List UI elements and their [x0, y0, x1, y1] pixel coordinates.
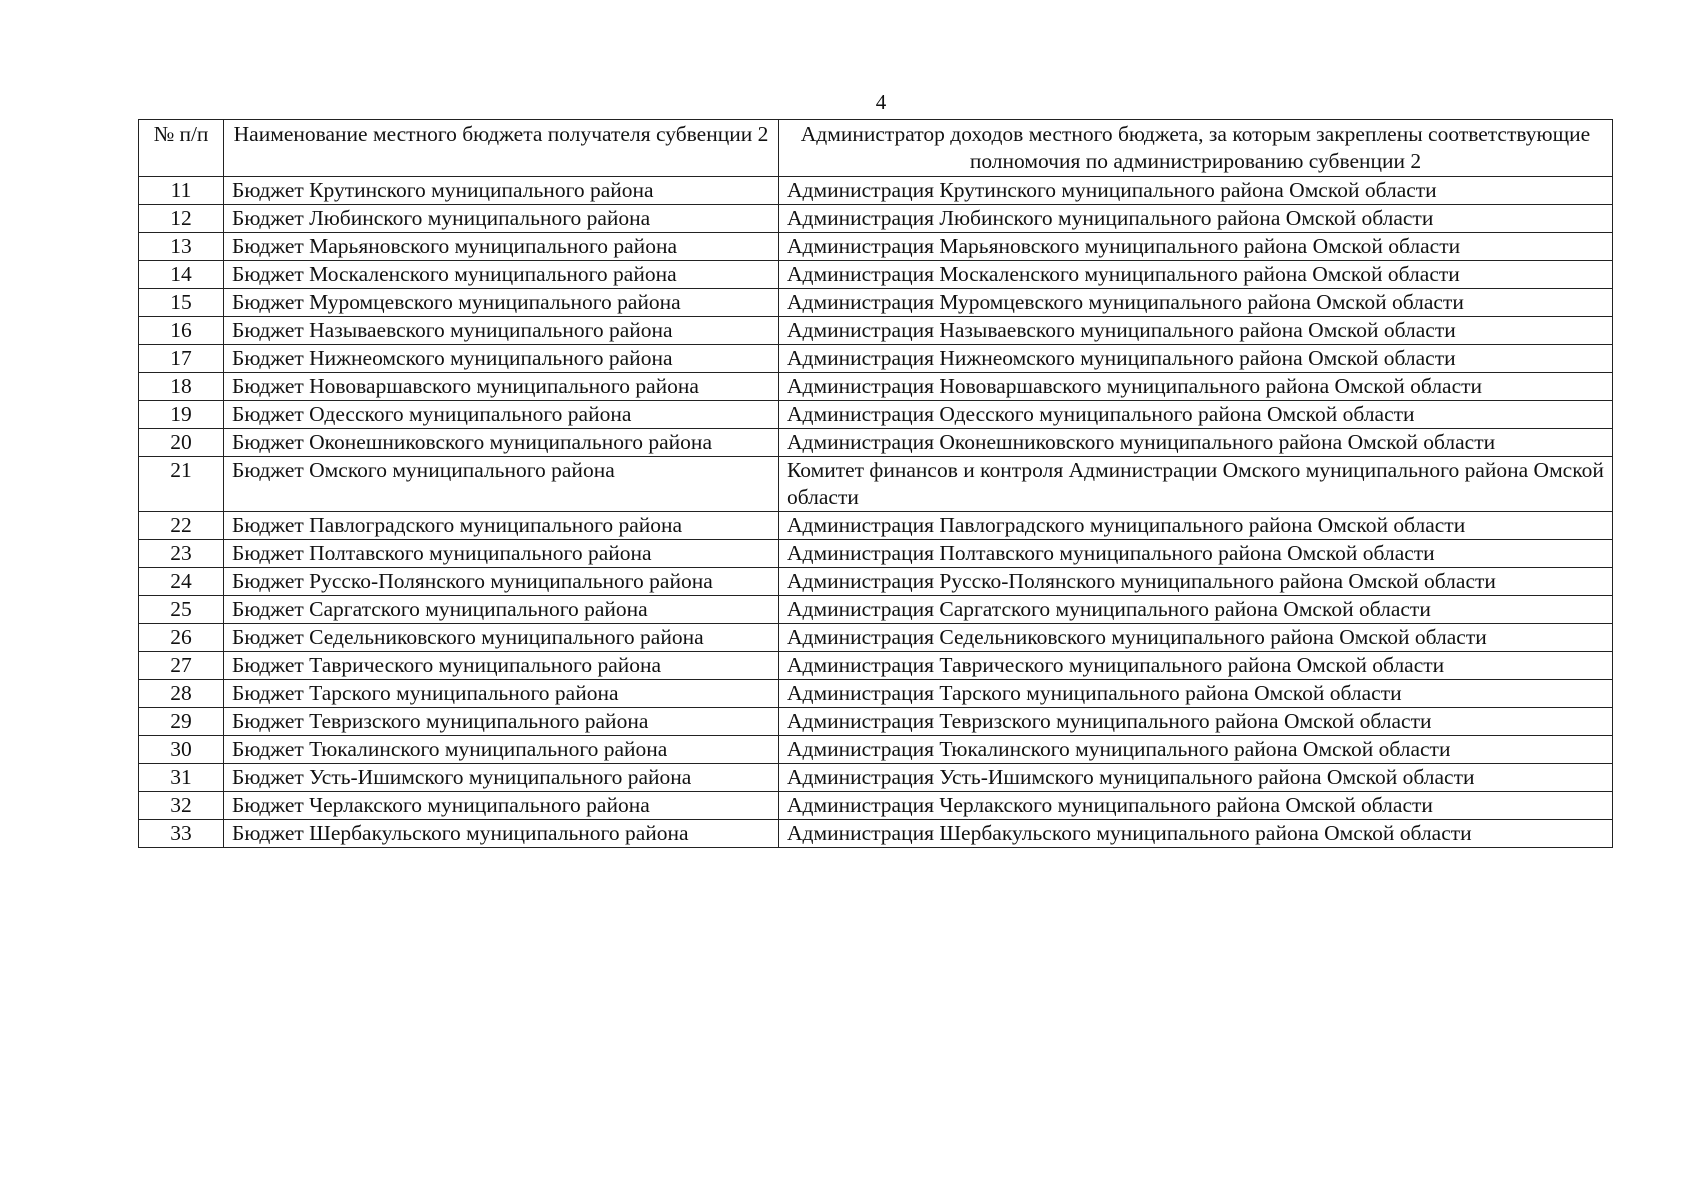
administrator-cell: Администрация Павлоградского муниципального района Омской области [779, 512, 1613, 540]
row-number: 14 [139, 261, 224, 289]
row-number: 11 [139, 177, 224, 205]
budget-name-cell: Бюджет Саргатского муниципального района [224, 596, 779, 624]
table-row [139, 429, 1613, 457]
row-number: 33 [139, 820, 224, 848]
budget-name-cell: Бюджет Полтавского муниципального района [224, 540, 779, 568]
table-row [139, 317, 1613, 345]
administrator-cell: Администрация Шербакульского муниципального района Омской области [779, 820, 1613, 848]
header-number: № п/п [139, 120, 224, 177]
administrator-cell: Администрация Таврического муниципального района Омской области [779, 652, 1613, 680]
table-header [139, 120, 1613, 177]
table-row [139, 401, 1613, 429]
table-row [139, 652, 1613, 680]
budget-name-cell: Бюджет Муромцевского муниципального района [224, 289, 779, 317]
header-row [139, 120, 1613, 177]
budget-name-cell: Бюджет Тарского муниципального района [224, 680, 779, 708]
budget-name-cell: Бюджет Одесского муниципального района [224, 401, 779, 429]
table-row [139, 457, 1613, 512]
table-row [139, 624, 1613, 652]
administrator-cell: Администрация Русско-Полянского муниципального района Омской области [779, 568, 1613, 596]
table-row [139, 177, 1613, 205]
row-number: 18 [139, 373, 224, 401]
administrator-cell: Администрация Нововаршавского муниципального района Омской области [779, 373, 1613, 401]
budget-name-cell: Бюджет Тюкалинского муниципального района [224, 736, 779, 764]
administrator-cell: Администрация Крутинского муниципального района Омской области [779, 177, 1613, 205]
header-budget-name: Наименование местного бюджета получателя субвенции 2 [224, 120, 779, 177]
administrator-cell: Администрация Тарского муниципального района Омской области [779, 680, 1613, 708]
administrator-cell: Администрация Черлакского муниципального района Омской области [779, 792, 1613, 820]
administrator-cell: Администрация Любинского муниципального района Омской области [779, 205, 1613, 233]
budget-name-cell: Бюджет Называевского муниципального района [224, 317, 779, 345]
row-number: 21 [139, 457, 224, 512]
table-row [139, 708, 1613, 736]
administrator-cell: Администрация Седельниковского муниципального района Омской области [779, 624, 1613, 652]
header-revenue-administrator: Администратор доходов местного бюджета, за которым закреплены соответствующие полномочия по администрированию субвенции 2 [779, 120, 1613, 177]
budget-name-cell: Бюджет Нововаршавского муниципального района [224, 373, 779, 401]
row-number: 22 [139, 512, 224, 540]
row-number: 17 [139, 345, 224, 373]
administrator-cell: Администрация Тевризского муниципального района Омской области [779, 708, 1613, 736]
row-number: 19 [139, 401, 224, 429]
budget-name-cell: Бюджет Павлоградского муниципального района [224, 512, 779, 540]
table-row [139, 540, 1613, 568]
row-number: 30 [139, 736, 224, 764]
table-row [139, 764, 1613, 792]
row-number: 29 [139, 708, 224, 736]
budget-name-cell: Бюджет Оконешниковского муниципального района [224, 429, 779, 457]
administrator-cell: Администрация Нижнеомского муниципального района Омской области [779, 345, 1613, 373]
budget-name-cell: Бюджет Любинского муниципального района [224, 205, 779, 233]
table-row [139, 261, 1613, 289]
row-number: 12 [139, 205, 224, 233]
table-row [139, 736, 1613, 764]
administrator-cell: Администрация Оконешниковского муниципального района Омской области [779, 429, 1613, 457]
row-number: 20 [139, 429, 224, 457]
administrator-cell: Администрация Называевского муниципального района Омской области [779, 317, 1613, 345]
table-row [139, 512, 1613, 540]
administrator-cell: Комитет финансов и контроля Администрации Омского муниципального района Омской области [779, 457, 1613, 512]
table-row [139, 596, 1613, 624]
administrator-cell: Администрация Полтавского муниципального района Омской области [779, 540, 1613, 568]
budget-name-cell: Бюджет Марьяновского муниципального района [224, 233, 779, 261]
table-row [139, 205, 1613, 233]
row-number: 31 [139, 764, 224, 792]
table-row [139, 289, 1613, 317]
budget-name-cell: Бюджет Черлакского муниципального района [224, 792, 779, 820]
administrator-cell: Администрация Муромцевского муниципального района Омской области [779, 289, 1613, 317]
table-row [139, 792, 1613, 820]
table-row [139, 820, 1613, 848]
budget-name-cell: Бюджет Крутинского муниципального района [224, 177, 779, 205]
table-row [139, 345, 1613, 373]
budget-name-cell: Бюджет Русско-Полянского муниципального района [224, 568, 779, 596]
row-number: 24 [139, 568, 224, 596]
table-row [139, 680, 1613, 708]
subvention-table [138, 119, 1613, 848]
row-number: 25 [139, 596, 224, 624]
budget-name-cell: Бюджет Омского муниципального района [224, 457, 779, 512]
table-body [139, 177, 1613, 848]
administrator-cell: Администрация Саргатского муниципального района Омской области [779, 596, 1613, 624]
row-number: 15 [139, 289, 224, 317]
budget-name-cell: Бюджет Шербакульского муниципального района [224, 820, 779, 848]
table-row [139, 233, 1613, 261]
row-number: 13 [139, 233, 224, 261]
budget-name-cell: Бюджет Усть-Ишимского муниципального района [224, 764, 779, 792]
row-number: 23 [139, 540, 224, 568]
row-number: 27 [139, 652, 224, 680]
budget-name-cell: Бюджет Москаленского муниципального района [224, 261, 779, 289]
row-number: 26 [139, 624, 224, 652]
page-number: 4 [875, 90, 887, 114]
budget-name-cell: Бюджет Седельниковского муниципального района [224, 624, 779, 652]
administrator-cell: Администрация Одесского муниципального района Омской области [779, 401, 1613, 429]
budget-name-cell: Бюджет Таврического муниципального района [224, 652, 779, 680]
budget-name-cell: Бюджет Нижнеомского муниципального района [224, 345, 779, 373]
administrator-cell: Администрация Марьяновского муниципального района Омской области [779, 233, 1613, 261]
administrator-cell: Администрация Москаленского муниципального района Омской области [779, 261, 1613, 289]
row-number: 32 [139, 792, 224, 820]
administrator-cell: Администрация Усть-Ишимского муниципального района Омской области [779, 764, 1613, 792]
row-number: 28 [139, 680, 224, 708]
administrator-cell: Администрация Тюкалинского муниципального района Омской области [779, 736, 1613, 764]
table-row [139, 373, 1613, 401]
table-row [139, 568, 1613, 596]
budget-name-cell: Бюджет Тевризского муниципального района [224, 708, 779, 736]
row-number: 16 [139, 317, 224, 345]
